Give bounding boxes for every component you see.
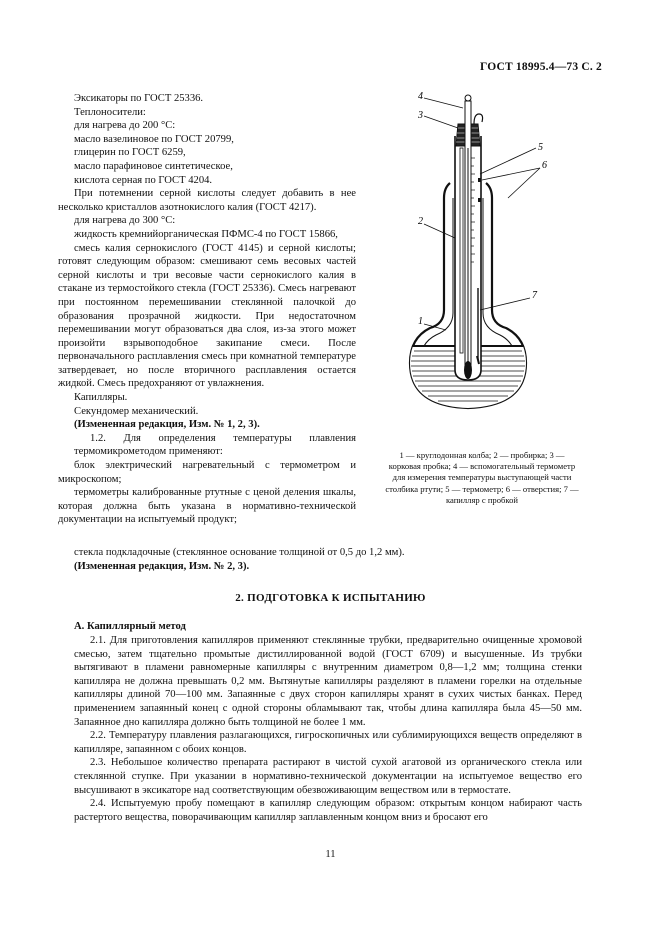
- subsection-heading: А. Капиллярный метод: [74, 621, 186, 632]
- label-3: 3: [418, 110, 423, 121]
- apparatus-figure: [400, 88, 590, 454]
- label-5: 5: [538, 142, 543, 153]
- text-line: Секундомер механический.: [74, 405, 199, 417]
- page-header: ГОСТ 18995.4—73 С. 2: [479, 61, 602, 73]
- left-column: [58, 92, 356, 527]
- section-body: [74, 634, 582, 824]
- figure-caption: 1 — круглодонная колба; 2 — пробирка; 3 — корковая пробка; 4 — вспомогательный термометр для измерения температуры выступающей части столбика ртути; 5 — термометр; 6 — отверстия; 7 — капилляр с пробкой: [385, 450, 579, 505]
- paragraph: 2.2. Температуру плавления разлагающихся, гигроскопичных или сублимирующихся веществ определяют в капилляре, запаянном с обоих концов.: [74, 730, 582, 755]
- paragraph: При потемнении серной кислоты следует добавить в нее несколько кристаллов азотнокислого калия (ГОСТ 4217).: [58, 188, 356, 213]
- text-line: масло вазелиновое по ГОСТ 20799,: [74, 133, 234, 145]
- paragraph: 2.4. Испытуемую пробу помещают в капилляр следующим образом: открытым концом набирают часть растертого вещества, поворачивающим капилляр заплавленным концом вниз и бросают его: [74, 798, 582, 823]
- paragraph: стекла подкладочные (стеклянное основание толщиной от 0,5 до 1,2 мм).: [74, 547, 405, 558]
- paragraph: 1.2. Для определения температуры плавления термомикрометодом применяют:: [74, 432, 356, 458]
- text-line: для нагрева до 300 °С:: [74, 215, 176, 227]
- paragraph: блок электрический нагревательный с термометром и микроскопом;: [58, 460, 356, 485]
- text-line: для нагрева до 200 °С:: [74, 120, 176, 132]
- text-line: глицерин по ГОСТ 6259,: [74, 147, 186, 159]
- paragraph: 2.1. Для приготовления капилляров применяют стеклянные трубки, предварительно очищенные хромовой смесью, затем тщательно промытые дистиллированной водой (ГОСТ 6709) и высушенные. Из трубки вытягивают в пламени равномерные капилляры с внутренним диаметром 0,8—1,2 мм; толщина стенки капилляра не должна превышать 0,2 мм. Вытянутые капилляры разделяют в пламени горелки на отдельные капилляры длиной 70—100 мм. Запаянные с двух сторон капилляры хранят в сухих чистых банках. Перед применением запаянный конец с одной стороны обламывают так, чтобы длина капилляра была 45—50 мм. Запаянное дно капилляра должно быть толщиной не более 1 мм.: [74, 635, 582, 728]
- amendment-note: (Измененная редакция, Изм. № 2, 3).: [74, 560, 250, 572]
- amendment-note: (Измененная редакция, Изм. № 1, 2, 3).: [74, 419, 260, 431]
- full-width-block: [74, 546, 582, 573]
- section-title: 2. ПОДГОТОВКА К ИСПЫТАНИЮ: [235, 592, 426, 604]
- paragraph: термометры калиброванные ртутные с ценой деления шкалы, которая должна быть указана в нормативно-технической документации на испытуемый продукт;: [58, 487, 356, 526]
- text-line: Эксикаторы по ГОСТ 25336.: [74, 93, 204, 104]
- label-7: 7: [532, 290, 537, 301]
- text-line: Теплоносители:: [74, 106, 146, 118]
- text-line: Капилляры.: [74, 392, 128, 404]
- label-6: 6: [542, 160, 547, 171]
- text-line: масло парафиновое синтетическое,: [74, 160, 233, 172]
- label-2: 2: [418, 216, 423, 227]
- label-4: 4: [418, 91, 423, 102]
- paragraph: 2.3. Небольшое количество препарата растирают в чистой сухой агатовой из органического стекла или стеклянной ступке. При указании в нормативно-технической документации на испытуемое вещество его высушивают в эксикаторе над соответствующим обезвоживающим веществом или в термостате.: [74, 757, 582, 796]
- paragraph: смесь калия сернокислого (ГОСТ 4145) и серной кислоты; готовят следующим образом: смешивают семь весовых частей серной кислоты и три весовые части сернокислого калия в стакане из термостойкого стекла (ГОСТ 25336). Смесь нагревают при постоянном перемешивании стеклянной палочкой до образования прозрачной жидкости. При недостаточном перемешивании могут образоваться два слоя, из-за этого может произойти взрывоподобное закипание смеси. После первоначального расплавления смесь при комнатной температуре затвердевает, но после вторичного расплавления остается жидкой. Смесь предохраняют от увлажнения.: [58, 242, 356, 390]
- label-1: 1: [418, 316, 423, 327]
- paragraph: жидкость кремнийорганическая ПФМС-4 по ГОСТ 15866,: [74, 228, 338, 240]
- text-line: кислота серная по ГОСТ 4204.: [74, 174, 213, 186]
- page-number: 11: [325, 849, 336, 860]
